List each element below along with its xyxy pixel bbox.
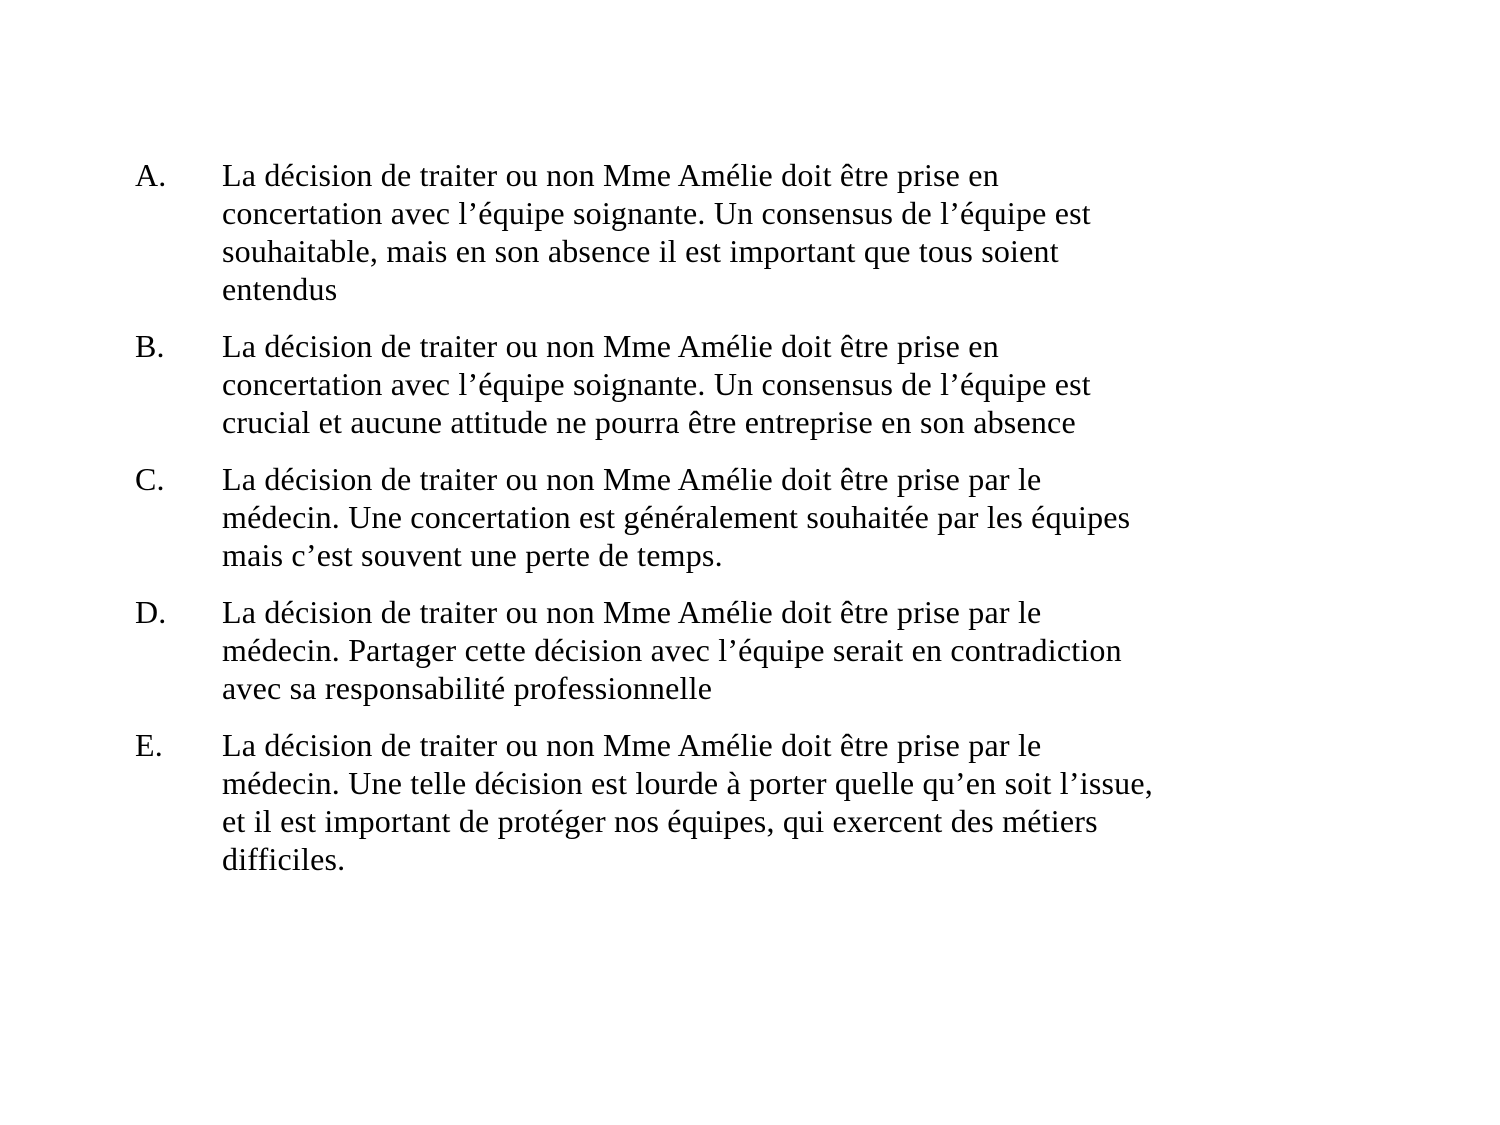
- option-line: difficiles.: [222, 841, 346, 877]
- option-line: La décision de traiter ou non Mme Amélie doit être prise par le: [222, 461, 1042, 497]
- option-line: concertation avec l’équipe soignante. Un consensus de l’équipe est: [222, 366, 1091, 402]
- option-line: médecin. Partager cette décision avec l’équipe serait en contradiction: [222, 632, 1122, 668]
- option-line: La décision de traiter ou non Mme Amélie doit être prise en: [222, 328, 999, 364]
- option-b: [135, 327, 1385, 441]
- option-line: La décision de traiter ou non Mme Amélie doit être prise en: [222, 157, 999, 193]
- option-line: médecin. Une telle décision est lourde à porter quelle qu’en soit l’issue,: [222, 765, 1153, 801]
- option-line: La décision de traiter ou non Mme Amélie doit être prise par le: [222, 594, 1042, 630]
- option-a-marker: A.: [135, 157, 167, 193]
- option-line: crucial et aucune attitude ne pourra être entreprise en son absence: [222, 404, 1076, 440]
- option-line: concertation avec l’équipe soignante. Un consensus de l’équipe est: [222, 195, 1091, 231]
- option-line: entendus: [222, 271, 338, 307]
- option-d: [135, 593, 1385, 707]
- option-line: et il est important de protéger nos équipes, qui exercent des métiers: [222, 803, 1098, 839]
- option-line: mais c’est souvent une perte de temps.: [222, 537, 723, 573]
- option-c-marker: C.: [135, 461, 165, 497]
- option-line: avec sa responsabilité professionnelle: [222, 670, 713, 706]
- answer-options-list: [135, 156, 1385, 897]
- option-a: [135, 156, 1385, 308]
- option-e: [135, 726, 1385, 878]
- option-b-marker: B.: [135, 328, 165, 364]
- option-c: [135, 460, 1385, 574]
- option-line: La décision de traiter ou non Mme Amélie doit être prise par le: [222, 727, 1042, 763]
- option-line: médecin. Une concertation est généralement souhaitée par les équipes: [222, 499, 1131, 535]
- option-line: souhaitable, mais en son absence il est important que tous soient: [222, 233, 1059, 269]
- option-d-marker: D.: [135, 594, 167, 630]
- option-e-marker: E.: [135, 727, 163, 763]
